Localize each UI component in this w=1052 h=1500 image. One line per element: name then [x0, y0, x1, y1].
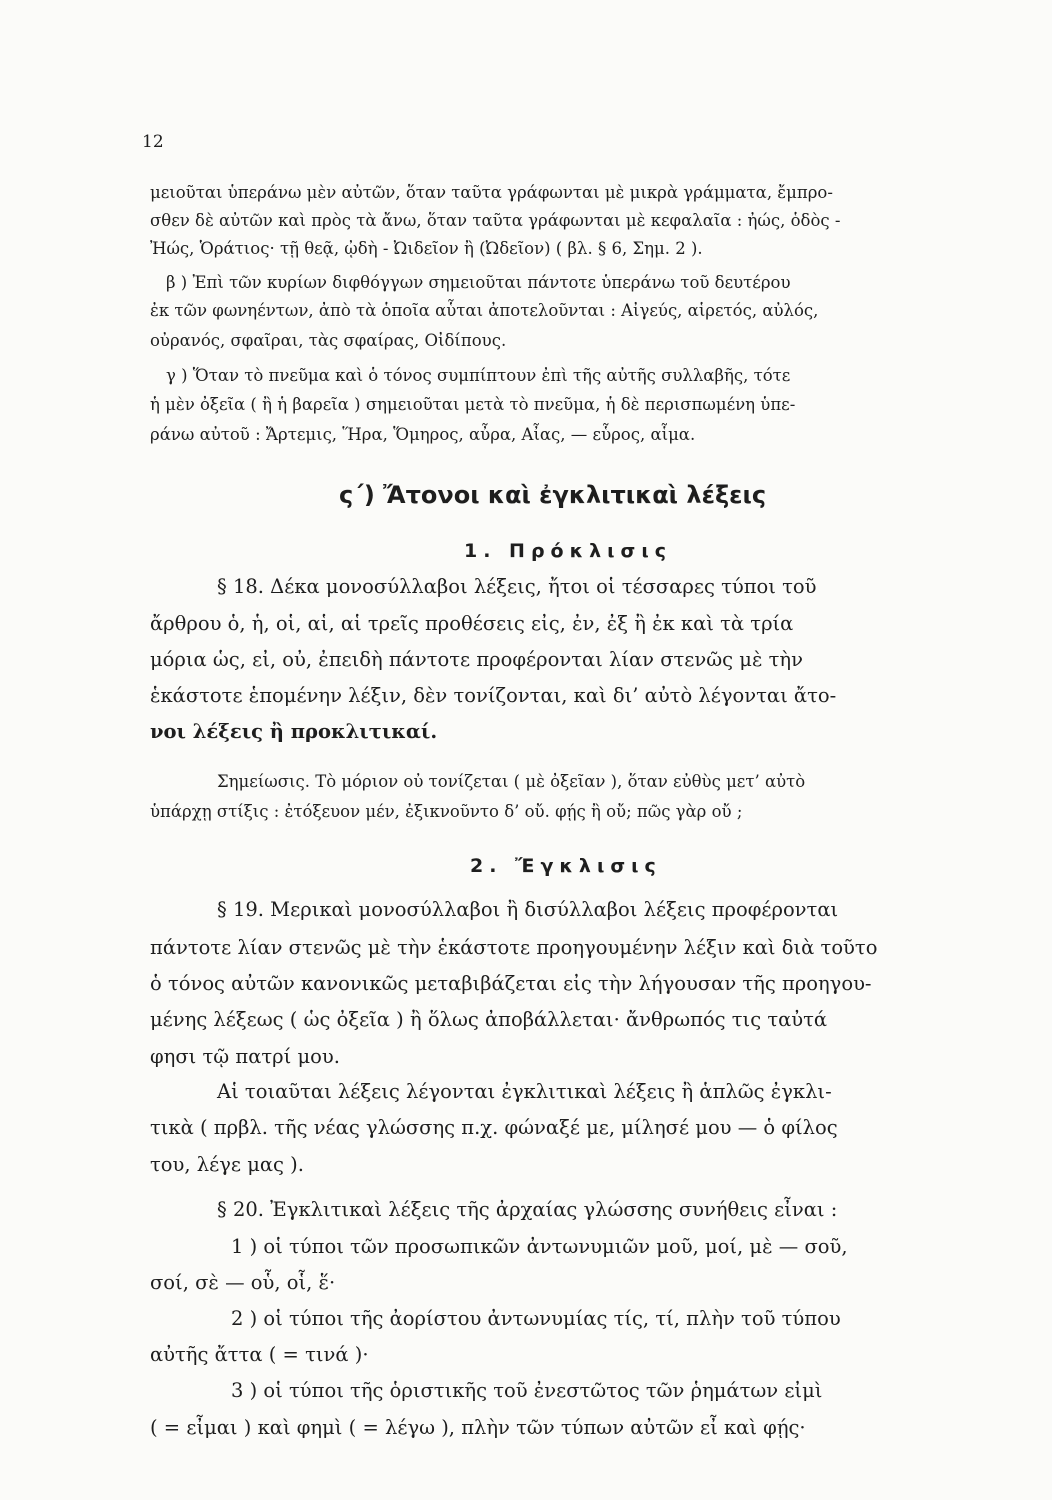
- paragraph-line: νοι λέξεις ἢ προκλιτικαί.: [150, 720, 438, 743]
- paragraph-line: ὁ τόνος αὐτῶν κανονικῶς μεταβιβάζεται εἰς τὴν λήγουσαν τῆς προηγου-: [150, 972, 872, 995]
- paragraph-line: § 20. Ἐγκλιτικαὶ λέξεις τῆς ἀρχαίας γλώσσης συνήθεις εἶναι :: [217, 1198, 838, 1221]
- paragraph-line: ἑκάστοτε ἑπομένην λέξιν, δὲν τονίζονται, καὶ δι’ αὐτὸ λέγονται ἄτο-: [150, 684, 837, 707]
- paragraph-line: τικὰ ( πρβλ. τῆς νέας γλώσσης π.χ. φώναξέ με, μίλησέ μου — ὁ φίλος: [150, 1116, 838, 1139]
- paragraph-line: 1 ) οἱ τύποι τῶν προσωπικῶν ἀντωνυμιῶν μοῦ, μοί, μὲ — σοῦ,: [231, 1235, 848, 1258]
- subsection-heading: 1. Πρόκλισις: [464, 540, 672, 562]
- section-heading: ς΄) Ἄτονοι καὶ ἐγκλιτικαὶ λέξεις: [339, 481, 767, 509]
- paragraph-line: § 18. Δέκα μονοσύλλαβοι λέξεις, ἤτοι οἱ τέσσαρες τύποι τοῦ: [217, 575, 817, 598]
- text-line: Ἠώς, Ὁράτιος· τῇ θεᾷ, ᾠδὴ - Ὠιδεῖον ἢ (Ὠδεῖον) ( βλ. § 6, Σημ. 2 ).: [150, 239, 703, 258]
- page-number: 12: [142, 132, 164, 152]
- paragraph-line: φησι τῷ πατρί μου.: [150, 1045, 340, 1068]
- paragraph-line: 2 ) οἱ τύποι τῆς ἀορίστου ἀντωνυμίας τίς, τί, πλὴν τοῦ τύπου: [231, 1307, 841, 1330]
- text-line: ράνω αὐτοῦ : Ἄρτεμις, Ἥρα, Ὅμηρος, αὖρα, Αἶας, — εὗρος, αἷμα.: [150, 425, 696, 444]
- paragraph-line: § 19. Μερικαὶ μονοσύλλαβοι ἢ δισύλλαβοι λέξεις προφέρονται: [217, 898, 839, 921]
- note-line: ὑπάρχῃ στίξις : ἐτόξευον μέν, ἐξικνοῦντο δ’ οὔ. φῄς ἢ οὔ; πῶς γὰρ οὔ ;: [150, 802, 743, 821]
- paragraph-line: 3 ) οἱ τύποι τῆς ὁριστικῆς τοῦ ἐνεστῶτος τῶν ῥημάτων εἰμὶ: [231, 1379, 823, 1402]
- text-line: ἐκ τῶν φωνηέντων, ἀπὸ τὰ ὁποῖα αὗται ἀποτελοῦνται : Αἰγεύς, αἱρετός, αὐλός,: [150, 301, 819, 320]
- paragraph-line: του, λέγε μας ).: [150, 1153, 304, 1176]
- text-line: β ) Ἐπὶ τῶν κυρίων διφθόγγων σημειοῦται πάντοτε ὑπεράνω τοῦ δευτέρου: [166, 273, 791, 292]
- text-line: ἡ μὲν ὀξεῖα ( ἢ ἡ βαρεῖα ) σημειοῦται μετὰ τὸ πνεῦμα, ἡ δὲ περισπωμένη ὑπε-: [150, 395, 796, 414]
- text-line: σθεν δὲ αὐτῶν καὶ πρὸς τὰ ἄνω, ὅταν ταῦτα γράφωνται μὲ κεφαλαῖα : ἠώς, ὁδὸς -: [150, 211, 841, 230]
- text-line: οὐρανός, σφαῖραι, τὰς σφαίρας, Οἰδίπους.: [150, 331, 507, 350]
- paragraph-line: σοί, σὲ — οὗ, οἷ, ἕ·: [150, 1271, 336, 1294]
- paragraph-line: πάντοτε λίαν στενῶς μὲ τὴν ἑκάστοτε προηγουμένην λέξιν καὶ διὰ τοῦτο: [150, 936, 878, 959]
- subsection-heading: 2. Ἔγκλισις: [470, 855, 662, 877]
- paragraph-line: μόρια ὡς, εἰ, οὐ, ἐπειδὴ πάντοτε προφέρονται λίαν στενῶς μὲ τὴν: [150, 648, 803, 671]
- note-line: Σημείωσις. Τὸ μόριον οὐ τονίζεται ( μὲ ὀξεῖαν ), ὅταν εὐθὺς μετ’ αὐτὸ: [217, 772, 806, 791]
- text-line: μειοῦται ὑπεράνω μὲν αὐτῶν, ὅταν ταῦτα γράφωνται μὲ μικρὰ γράμματα, ἔμπρο-: [150, 183, 833, 202]
- paragraph-line: ἄρθρου ὁ, ἡ, οἱ, αἱ, αἱ τρεῖς προθέσεις εἰς, ἐν, ἐξ ἢ ἐκ καὶ τὰ τρία: [150, 612, 794, 635]
- paragraph-line: αὐτῆς ἄττα ( = τινά )·: [150, 1343, 369, 1366]
- paragraph-line: Αἱ τοιαῦται λέξεις λέγονται ἐγκλιτικαὶ λέξεις ἢ ἁπλῶς ἐγκλι-: [217, 1080, 832, 1103]
- paragraph-line: ( = εἶμαι ) καὶ φημὶ ( = λέγω ), πλὴν τῶν τύπων αὐτῶν εἶ καὶ φῄς·: [150, 1416, 806, 1439]
- text-line: γ ) Ὅταν τὸ πνεῦμα καὶ ὁ τόνος συμπίπτουν ἐπὶ τῆς αὐτῆς συλλαβῆς, τότε: [166, 366, 791, 385]
- paragraph-line: μένης λέξεως ( ὡς ὀξεῖα ) ἢ ὅλως ἀποβάλλεται· ἄνθρωπός τις ταὐτά: [150, 1008, 828, 1031]
